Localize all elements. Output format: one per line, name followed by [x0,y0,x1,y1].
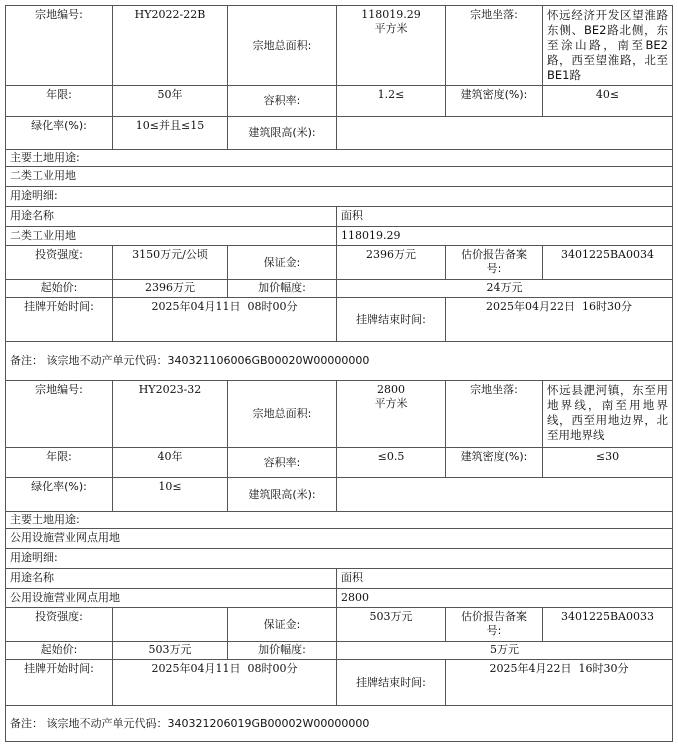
use-name-value: 二类工业用地 [5,226,337,246]
height-limit-label: 建筑限高(米): [227,477,337,512]
listing-end-value: 2025年04月22日 16时30分 [445,297,673,342]
building-density-label: 建筑密度(%): [445,85,543,117]
main-use-label: 主要土地用途: [5,511,673,529]
green-ratio-value: 10≤ [112,477,228,512]
listing-start-label: 挂牌开始时间: [5,297,113,342]
height-limit-label: 建筑限高(米): [227,116,337,150]
deposit-label: 保证金: [227,607,337,642]
area-header: 面积 [336,206,673,227]
green-ratio-label: 绿化率(%): [5,477,113,512]
start-price-value: 503万元 [112,641,228,660]
parcel-no-value: HY2023-32 [112,380,228,448]
use-detail-label: 用途明细: [5,548,673,569]
parcel-no-label: 宗地编号: [5,5,113,86]
location-label: 宗地坐落: [445,380,543,448]
listing-start-value: 2025年04月11日 08时00分 [112,659,337,706]
use-name-value: 公用设施营业网点用地 [5,588,337,608]
plot-ratio-value: 1.2≤ [336,85,446,117]
location-value: 怀远县淝河镇，东至用地界线，南至用地界线，西至用地边界，北至用地界线 [542,380,673,448]
height-limit-value [336,116,673,150]
building-density-value: ≤30 [542,447,673,478]
increment-label: 加价幅度: [227,641,337,660]
appraisal-record-label: 估价报告备案号: [445,245,543,280]
term-value: 50年 [112,85,228,117]
listing-end-value: 2025年4月22日 16时30分 [445,659,673,706]
total-area-unit: 平方米 [374,22,408,35]
main-use-label: 主要土地用途: [5,149,673,167]
start-price-label: 起始价: [5,279,113,298]
term-label: 年限: [5,85,113,117]
term-label: 年限: [5,447,113,478]
use-detail-label: 用途明细: [5,186,673,207]
appraisal-record-value: 3401225BA0034 [542,245,673,280]
investment-intensity-label: 投资强度: [5,245,113,280]
plot-ratio-label: 容积率: [227,85,337,117]
use-area-value: 2800 [336,588,673,608]
total-area-value [336,5,446,86]
increment-value: 5万元 [336,641,673,660]
start-price-value: 2396万元 [112,279,228,298]
listing-start-label: 挂牌开始时间: [5,659,113,706]
green-ratio-label: 绿化率(%): [5,116,113,150]
building-density-value: 40≤ [542,85,673,117]
area-header: 面积 [336,568,673,589]
listing-start-value: 2025年04月11日 08时00分 [112,297,337,342]
building-density-label: 建筑密度(%): [445,447,543,478]
start-price-label: 起始价: [5,641,113,660]
deposit-label: 保证金: [227,245,337,280]
total-area-unit: 平方米 [374,397,408,410]
listing-end-label: 挂牌结束时间: [336,659,446,706]
location-label: 宗地坐落: [445,5,543,86]
deposit-value: 2396万元 [336,245,446,280]
increment-value: 24万元 [336,279,673,298]
total-area-label: 宗地总面积: [227,5,337,86]
use-name-header: 用途名称 [5,568,337,589]
listing-end-label: 挂牌结束时间: [336,297,446,342]
increment-label: 加价幅度: [227,279,337,298]
total-area-number: 2800 [377,383,405,396]
deposit-value: 503万元 [336,607,446,642]
appraisal-record-label: 估价报告备案号: [445,607,543,642]
plot-ratio-label: 容积率: [227,447,337,478]
appraisal-record-value: 3401225BA0033 [542,607,673,642]
total-area-number: 118019.29 [361,8,421,21]
remark: 备注： 该宗地不动产单元代码：340321106006GB00020W00000000 [5,341,673,381]
parcel-no-label: 宗地编号: [5,380,113,448]
green-ratio-value: 10≤并且≤15 [112,116,228,150]
main-use-value: 公用设施营业网点用地 [5,528,673,549]
plot-ratio-value: ≤0.5 [336,447,446,478]
investment-intensity-value: 3150万元/公顷 [112,245,228,280]
investment-intensity-value [112,607,228,642]
term-value: 40年 [112,447,228,478]
use-area-value: 118019.29 [336,226,673,246]
total-area-value [336,380,446,448]
location-value: 怀远经济开发区望淮路东侧、BE2路北侧，东至涂山路，南至BE2路，西至望淮路，北至BE1路 [542,5,673,86]
total-area-label: 宗地总面积: [227,380,337,448]
investment-intensity-label: 投资强度: [5,607,113,642]
parcel-no-value: HY2022-22B [112,5,228,86]
height-limit-value [336,477,673,512]
main-use-value: 二类工业用地 [5,166,673,187]
use-name-header: 用途名称 [5,206,337,227]
remark: 备注： 该宗地不动产单元代码：340321206019GB00002W00000000 [5,705,673,742]
